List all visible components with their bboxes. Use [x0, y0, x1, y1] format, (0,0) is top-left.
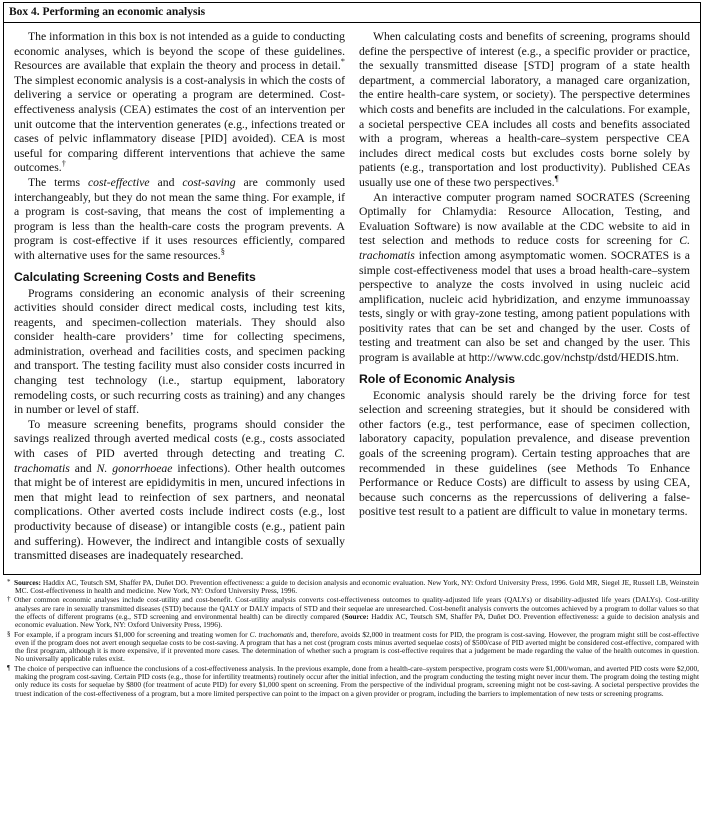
footnote-marker: ¶: [7, 663, 11, 672]
footnote: [7, 665, 699, 698]
paragraph: Economic analysis should rarely be the driving force for test selection and screening strategies, but it should be considered with other factors (e.g., test performance, ease of specimen collection, laboratory capacity, population prevalence, and disease prevention goals of the screening program). Certain testing approaches that are recommended in these guidelines (see Methods To Enhance Performance or Reduce Costs) are difficult to assess by using CEA, because such concerns as the repercussions of delivering a false-positive test result to a patient are difficult to value in monetary terms.: [359, 388, 690, 519]
section-heading-role-of-economic-analysis: Role of Economic Analysis: [359, 371, 515, 386]
box-body: [4, 23, 700, 574]
footnote: [7, 596, 699, 629]
footnote-text: The choice of perspective can influence the conclusions of a cost-effectiveness analysis. In the previous example, done from a health-care–system perspective, program costs were $1,000/woman, and averted PID costs were $2,000, making the program cost-saving. Certain PID costs (e.g., those for infertility treatments) routinely occur after the initial infection, and the program conducting the testing might never incur them. The program doing the testing might only reduce its costs for sequelae by $800 (for treatment of acute PID) for every $1,000 spent on screening. From the perspective of the individual program, screening might not be cost-saving. A societal perspective provides the truest indication of the cost-effectiveness of a program, but a more limited perspective can point to the impact on a given provider or program, including the barriers to implementation of new tests or screening programs.: [14, 663, 699, 698]
paragraph: The terms cost-effective and cost-saving are commonly used interchangeably, but they do not mean the same thing. For example, if a program is cost-saving, that means the cost of implementing a program is less than the health-care costs the program prevents. A program is cost-effective if it uses resources efficiently, compared with alternative uses for the same resources.§: [14, 175, 346, 262]
footnote: [7, 579, 699, 596]
footnote-text: For example, if a program incurs $1,000 for screening and treating women for C. trachomatis and, therefore, avoids $2,000 in treatment costs for PID, the program is cost-saving. However, the program might still be cost-effective even if the program does not avert enough sequelae costs to be cost-saving. A program that has a net cost (program costs minus averted sequelae costs) of $500/case of PID averted might be considered cost-effective, compared with the first program, although it is more expensive, if it prevented more cases. The determination of whether such a program is cost-effective requires that a judgement be made regarding the value of the health outcomes in question. No universally applicable rules exist.: [14, 629, 699, 664]
paragraph: To measure screening benefits, programs should consider the savings realized through averted medical costs (e.g., costs associated with cases of PID averted through detecting and treating C. trachomatis and N. gonorrhoeae infections). Other health outcomes that might be of interest are epididymitis in men, uncured infections in men that might lead to reinfection of sex partners, and neonatal complications. Other averted costs include indirect costs (e.g., lost productivity because of disease) or intangible costs (e.g., patient pain and suffering). However, the indirect and intangible costs of sexually transmitted diseases are inadequately researched.: [14, 417, 346, 563]
footnote-marker: †: [7, 595, 11, 604]
box-title: Box 4. Performing an economic analysis: [4, 3, 700, 23]
footnote-text: Other common economic analyses include cost-utility and cost-benefit. Cost-utility analysis converts cost-effectiveness outcomes to quality-adjusted life years (QALYs) or disability-adjusted life years (DALYs). Cost-utility analyses are rare in sexually transmitted diseases (STD) because the QALY or DALY impacts of STD and their sequelae are unresearched. Cost-benefit analysis converts the outcomes achieved by a program to dollar values so that the effects of different programs (e.g., STD screening and environmental health) can be directly compared (Source: Haddix AC, Teutsch SM, Shaffer PA, Duñet DO. Prevention effectiveness: a guide to decision analysis and economic evaluation. New York, NY: Oxford University Press, 1996).: [14, 595, 699, 630]
footnote-marker: *: [7, 577, 11, 586]
paragraph: Programs considering an economic analysis of their screening activities should consider direct medical costs, including test kits, reagents, and specimen-collection materials. They should also consider health-care providers’ time for collecting specimens, administration, overhead and facilities costs, and specimen packing and transport. The testing facility must also consider costs incurred in changing test technology (i.e., startup equipment, laboratory remodeling costs, or such recurring costs as training) and any changes in number or level of staff.: [14, 286, 345, 417]
paragraph: An interactive computer program named SOCRATES (Screening Optimally for Chlamydia: Resource Allocation, Testing, and Evaluation Software) is now available at the CDC website to aid in test selection and methods to reduce costs for screening for C. trachomatis infection among asymptomatic women. SOCRATES is a simple cost-effectiveness model that uses a broad health-care–system perspective to analyze the costs involved in using nucleic acid amplification, nucleic acid hybridization, and enzyme immunoassay tests, singly or with gray-zone testing, among patient populations with positivity rates that can be set and changed by the user. Costs of testing and treatment can also be set and changed by the user. This program is available at http://www.cdc.gov/nchstp/dstd/HEDIS.htm.: [359, 190, 690, 365]
left-column: [14, 30, 345, 564]
footnotes: [3, 575, 701, 698]
footnote-marker: §: [7, 629, 11, 638]
section-heading-calculating-costs: Calculating Screening Costs and Benefits: [14, 269, 256, 284]
paragraph: The information in this box is not intended as a guide to conducting economic analyses, which is beyond the scope of these guidelines. Resources are available that explain the theory and process in detail.* The simplest economic analysis is a cost-analysis in which the costs of delivering a service or operating a program are determined. Cost-effectiveness analysis (CEA) estimates the cost of an intervention per unit outcome that the intervention generates (e.g., infections treated or cases of pelvic inflammatory disease [PID] avoided). CEA is most useful for comparing different interventions that achieve the same outcomes.†: [14, 30, 345, 175]
paragraph: When calculating costs and benefits of screening, programs should define the perspective of interest (e.g., a specific provider or practice, the sexually transmitted disease [STD] program of a state health department, a commercial laboratory, a managed care organization, the entire health-care system, or society). The perspective determines which costs and benefits are included in the calculations. For example, a societal perspective CEA includes all costs and benefits associated with a program, whereas a health-care–system perspective CEA includes direct medical costs but excludes costs borne solely by patients (e.g., transportation and lost productivity). Published CEAs usually use one of these two perspectives.¶: [359, 30, 690, 189]
economic-analysis-box: [3, 2, 701, 575]
right-column: [359, 30, 690, 564]
footnote-text: Sources: Haddix AC, Teutsch SM, Shaffer PA, Duñet DO. Prevention effectiveness: a guide to decision analysis and economic evaluation. New York, NY: Oxford University Press, 1996. Gold MR, Siegel JE, Russell LB, Weinstein MC. Cost-effectiveness in health and medicine. New York, NY: Oxford University Press, 1996.: [14, 577, 699, 596]
footnote: [7, 631, 699, 664]
